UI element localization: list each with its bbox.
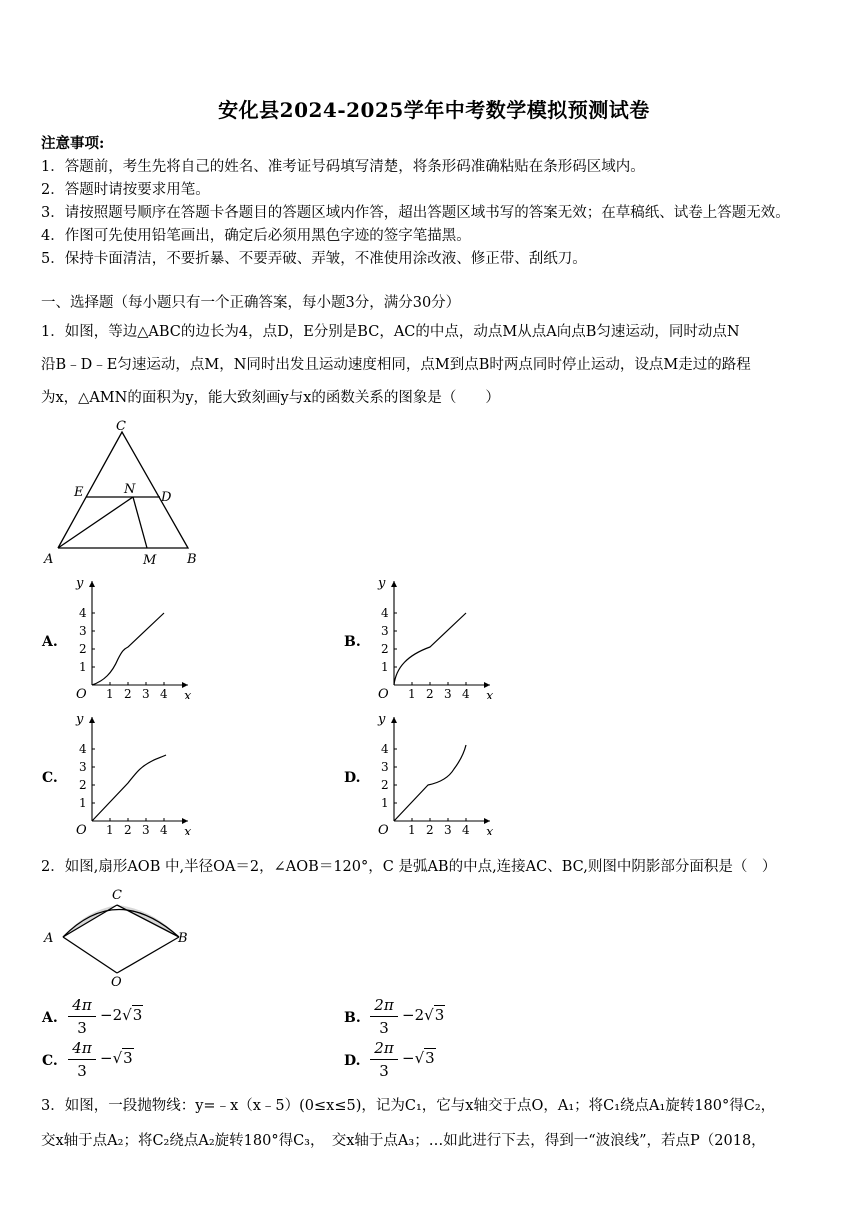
x-tick-label: 2 — [124, 823, 132, 835]
y-tick-label: 3 — [381, 624, 389, 638]
x-tick-label: 2 — [426, 823, 434, 835]
expression-term: −2 — [402, 1006, 425, 1024]
fraction-denominator: 3 — [379, 1062, 389, 1080]
label-M: M — [143, 553, 157, 568]
label-B: B — [187, 552, 197, 567]
function-curve — [394, 613, 466, 685]
radicand: 3 — [434, 1006, 445, 1024]
origin-label: O — [378, 687, 389, 699]
fraction-denominator: 3 — [77, 1019, 87, 1037]
fraction-numerator: 2π — [374, 1039, 394, 1057]
q2-option-A-expression: 4π 3 −2√3 — [68, 996, 168, 1040]
graph-option-C — [70, 711, 196, 835]
option-C-label: C. — [42, 770, 58, 786]
x-tick-label: 3 — [444, 823, 452, 835]
x-tick-label: 4 — [462, 823, 470, 835]
q2-option-A-label: A. — [42, 1010, 58, 1026]
option-B-label: B. — [344, 634, 361, 650]
question-3-line: 交x轴于点A₂；将C₂绕点A₂旋转180°得C₃， 交x轴于点A₃；…如此进行下去，得到一“波浪线”，若点P（2018， — [41, 1133, 766, 1149]
x-axis-arrow — [182, 682, 188, 688]
label-A: A — [44, 931, 54, 946]
x-tick-label: 1 — [106, 687, 114, 699]
x-axis-label: x — [184, 825, 192, 835]
notice-item: 4．作图可先使用铅笔画出，确定后必须用黑色字迹的签字笔描黑。 — [41, 228, 471, 244]
notice-heading: 注意事项: — [41, 135, 105, 152]
q2-option-B-label: B. — [344, 1010, 361, 1026]
origin-label: O — [76, 823, 87, 835]
graph-option-B — [372, 575, 498, 699]
x-axis-arrow — [484, 818, 490, 824]
radicand: 3 — [123, 1049, 133, 1067]
page-title: 安化县2024-2025学年中考数学模拟预测试卷 — [218, 98, 650, 122]
x-tick-label: 4 — [462, 687, 470, 699]
fraction-numerator: 2π — [374, 996, 394, 1014]
label-C: C — [116, 419, 126, 434]
x-axis-label: x — [486, 689, 494, 699]
expression-term: − — [100, 1049, 113, 1067]
y-tick-label: 3 — [79, 760, 87, 774]
x-tick-label: 3 — [444, 687, 452, 699]
label-E: E — [74, 485, 84, 500]
notice-item: 1．答题前，考生先将自己的姓名、准考证号码填写清楚，将条形码准确粘贴在条形码区域内。 — [41, 159, 645, 175]
question-1-line: 沿B﹣D﹣E匀速运动，点M，N同时出发且运动速度相同，点M到点B时两点同时停止运动，设点M走过的路程 — [41, 357, 751, 373]
x-tick-label: 3 — [142, 823, 150, 835]
label-A: A — [44, 552, 54, 567]
y-tick-label: 3 — [381, 760, 389, 774]
x-tick-label: 1 — [408, 823, 416, 835]
origin-label: O — [76, 687, 87, 699]
x-tick-label: 1 — [408, 687, 416, 699]
y-tick-label: 1 — [381, 660, 389, 674]
y-tick-label: 4 — [381, 606, 389, 620]
y-axis-arrow — [391, 581, 397, 587]
y-tick-label: 2 — [79, 642, 87, 656]
graph-option-D — [372, 711, 498, 835]
fraction-denominator: 3 — [379, 1019, 389, 1037]
radicand: 3 — [425, 1049, 435, 1067]
x-axis-label: x — [486, 825, 494, 835]
fraction-numerator: 4π — [72, 996, 92, 1014]
x-tick-label: 3 — [142, 687, 150, 699]
x-tick-label: 2 — [124, 687, 132, 699]
q2-option-B-expression: 2π 3 −2√3 — [370, 996, 470, 1040]
label-N: N — [124, 482, 136, 497]
y-tick-label: 4 — [381, 742, 389, 756]
x-tick-label: 4 — [160, 823, 168, 835]
question-1-line: 1．如图，等边△ABC的边长为4，点D，E分别是BC，AC的中点，动点M从点A向点B匀速运动，同时动点N — [41, 324, 740, 340]
y-axis-label: y — [378, 576, 386, 591]
notice-item: 2．答题时请按要求用笔。 — [41, 182, 210, 198]
function-curve — [92, 613, 164, 685]
y-axis-label: y — [378, 712, 386, 727]
label-C: C — [112, 888, 122, 903]
label-B: B — [178, 931, 188, 946]
y-tick-label: 4 — [79, 606, 87, 620]
question-1-line: 为x，△AMN的面积为y，能大致刻画y与x的函数关系的图象是（ ） — [41, 390, 500, 406]
section-heading: 一、选择题（每小题只有一个正确答案，每小题3分，满分30分） — [41, 295, 461, 311]
x-axis-arrow — [182, 818, 188, 824]
label-D: D — [161, 490, 172, 505]
expression-term: − — [402, 1049, 415, 1067]
triangle-figure — [40, 415, 210, 573]
fraction-numerator: 4π — [72, 1039, 92, 1057]
y-axis-arrow — [89, 717, 95, 723]
label-O: O — [111, 975, 122, 990]
origin-label: O — [378, 823, 389, 835]
q2-option-C-label: C. — [42, 1053, 58, 1069]
y-tick-label: 1 — [79, 660, 87, 674]
y-tick-label: 2 — [79, 778, 87, 792]
question-2-text: 2．如图,扇形AOB 中,半径OA＝2，∠AOB＝120°，C 是弧AB的中点,连接AC、BC,则图中阴影部分面积是（ ） — [41, 859, 777, 875]
y-tick-label: 2 — [381, 778, 389, 792]
q2-option-D-expression: 2π 3 −√3 — [370, 1039, 470, 1083]
notice-item: 5．保持卡面清洁，不要折暴、不要弄破、弄皱，不准使用涂改液、修正带、刮纸刀。 — [41, 251, 587, 267]
x-axis-arrow — [484, 682, 490, 688]
y-tick-label: 4 — [79, 742, 87, 756]
y-tick-label: 1 — [381, 796, 389, 810]
function-curve — [92, 755, 166, 821]
question-3-line: 3．如图，一段抛物线：y=﹣x（x﹣5）(0≤x≤5)，记为C₁，它与x轴交于点O，A₁；将C₁绕点A₁旋转180°得C₂， — [41, 1098, 776, 1114]
x-tick-label: 4 — [160, 687, 168, 699]
y-tick-label: 1 — [79, 796, 87, 810]
x-axis-label: x — [184, 689, 192, 699]
x-tick-label: 2 — [426, 687, 434, 699]
option-D-label: D. — [344, 770, 361, 786]
notice-item: 3．请按照题号顺序在答题卡各题目的答题区域内作答，超出答题区域书写的答案无效；在草稿纸、试卷上答题无效。 — [41, 205, 790, 221]
fraction-denominator: 3 — [77, 1062, 87, 1080]
y-tick-label: 3 — [79, 624, 87, 638]
y-tick-label: 2 — [381, 642, 389, 656]
radicand: 3 — [132, 1006, 143, 1024]
x-tick-label: 1 — [106, 823, 114, 835]
function-curve — [394, 745, 466, 821]
q2-option-C-expression: 4π 3 −√3 — [68, 1039, 168, 1083]
option-A-label: A. — [42, 634, 58, 650]
y-axis-arrow — [89, 581, 95, 587]
y-axis-label: y — [76, 576, 84, 591]
q2-option-D-label: D. — [344, 1053, 361, 1069]
graph-option-A — [70, 575, 196, 699]
y-axis-arrow — [391, 717, 397, 723]
expression-term: −2 — [100, 1006, 123, 1024]
y-axis-label: y — [76, 712, 84, 727]
sector-figure — [40, 884, 200, 990]
